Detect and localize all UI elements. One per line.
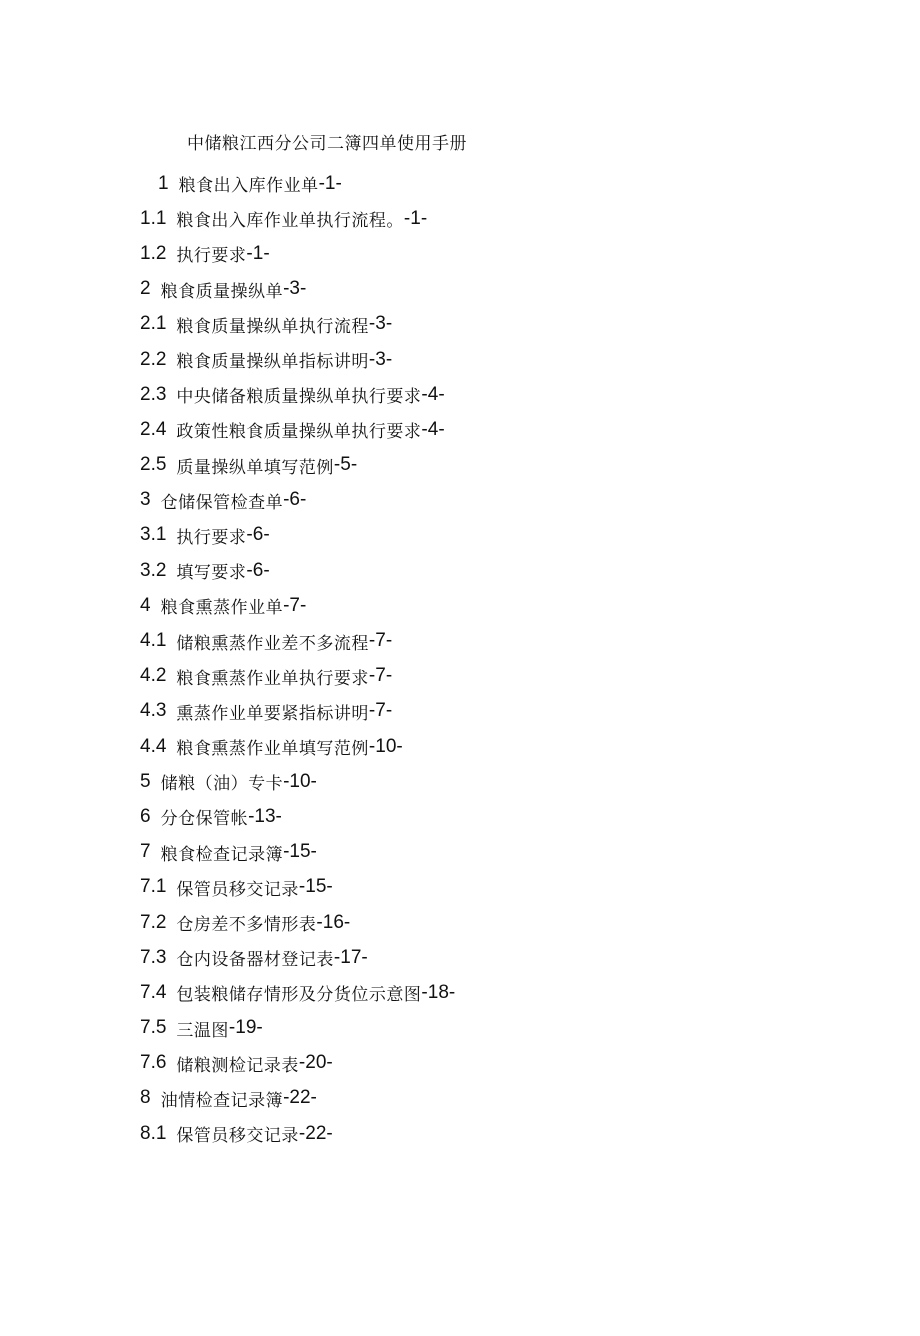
toc-entry-number: 6 [140, 805, 151, 827]
toc-entry-page: -4- [421, 418, 445, 440]
toc-entry [140, 623, 455, 658]
toc-entry-title: 仓储保管检查单 [160, 492, 284, 513]
toc-entry-page: -6- [246, 559, 270, 581]
toc-entry [140, 1116, 455, 1151]
toc-entry [140, 1011, 455, 1046]
toc-entry-page: -7- [368, 700, 393, 722]
toc-entry-page: -4- [421, 383, 445, 405]
toc-entry-page: -10- [368, 735, 403, 757]
toc-entry-title: 三温图 [176, 1020, 229, 1041]
toc-entry-number: 4.3 [140, 700, 167, 722]
document-title: 中储粮江西分公司二簿四单使用手册 [187, 134, 467, 154]
toc-entry-number: 1.2 [140, 242, 167, 264]
toc-entry-number: 2.3 [140, 383, 167, 405]
toc-entry-title: 粮食质量操纵单执行流程 [176, 316, 369, 337]
toc-entry-number: 4.4 [140, 735, 167, 757]
toc-entry-number: 2.2 [140, 348, 167, 370]
toc-entry [140, 448, 455, 483]
toc-entry-title: 质量操纵单填写范例 [176, 457, 334, 478]
toc-entry-number: 2.1 [140, 313, 167, 335]
toc-entry-page: -19- [228, 1017, 263, 1039]
toc-entry-title: 分仓保管帐 [160, 809, 249, 830]
toc-entry-page: -1- [246, 242, 270, 264]
toc-entry-number: 3.1 [140, 524, 167, 546]
toc-entry-number: 2 [140, 278, 151, 300]
toc-entry [140, 201, 455, 236]
toc-entry [140, 272, 455, 307]
toc-entry-title: 粮食熏蒸作业单 [160, 598, 284, 619]
toc-entry-page: -18- [421, 981, 456, 1003]
toc-entry [140, 694, 455, 729]
toc-entry-title: 粮食检查记录簿 [160, 844, 284, 865]
toc-entry-number: 8 [140, 1087, 151, 1109]
toc-entry-number: 7.6 [140, 1052, 167, 1074]
toc-entry-page: -20- [298, 1052, 333, 1074]
toc-entry-number: 1 [158, 172, 169, 194]
toc-entry-number: 1.1 [140, 207, 167, 229]
toc-entry-title: 执行要求 [176, 246, 247, 267]
toc-entry-number: 7.5 [140, 1017, 167, 1039]
toc-entry-number: 4.2 [140, 665, 167, 687]
toc-entry-page: -3- [368, 348, 393, 370]
toc-entry [140, 729, 455, 764]
toc-entry [140, 166, 455, 201]
toc-entry-title: 仓内设备器材登记表 [176, 950, 334, 971]
toc-entry-page: -22- [298, 1122, 333, 1144]
toc-entry-page: -22- [283, 1087, 317, 1109]
toc-entry-page: -15- [283, 841, 317, 863]
toc-entry-title: 保管员移交记录 [176, 879, 299, 900]
toc-entry-title: 粮食质量操纵单指标讲明 [176, 352, 369, 373]
toc-entry-page: -17- [333, 946, 368, 968]
toc-entry-title: 油情检查记录簿 [160, 1090, 284, 1111]
toc-entry-number: 7 [140, 841, 151, 863]
toc-entry [140, 764, 455, 799]
toc-entry-page: -13- [248, 805, 282, 827]
toc-entry [140, 483, 455, 518]
toc-entry-page: -7- [368, 630, 393, 652]
toc-entry [140, 412, 455, 447]
toc-entry [140, 905, 455, 940]
toc-entry [140, 377, 455, 412]
toc-entry-title: 政策性粮食质量操纵单执行要求 [176, 422, 422, 443]
toc-entry-number: 3 [140, 489, 151, 511]
toc-entry-page: -6- [283, 489, 307, 511]
toc-entry [140, 553, 455, 588]
toc-entry [140, 236, 455, 271]
toc-entry [140, 588, 455, 623]
toc-entry-title: 粮食出入库作业单执行流程。 [176, 211, 404, 232]
toc-entry-number: 5 [140, 770, 151, 792]
toc-entry-page: -1- [403, 207, 428, 229]
toc-entry-number: 2.5 [140, 454, 167, 476]
toc-entry-number: 2.4 [140, 418, 167, 440]
toc-entry [140, 342, 455, 377]
toc-entry-page: -7- [283, 594, 307, 616]
toc-entry-title: 粮食熏蒸作业单执行要求 [176, 668, 369, 689]
toc-entry [140, 870, 455, 905]
toc-entry-page: -5- [333, 454, 358, 476]
toc-entry [140, 518, 455, 553]
toc-entry-title: 粮食熏蒸作业单填写范例 [176, 739, 369, 760]
toc-entry-number: 4 [140, 594, 151, 616]
toc-entry-page: -7- [368, 665, 393, 687]
toc-entry-page: -15- [298, 876, 333, 898]
toc-entry-number: 8.1 [140, 1122, 167, 1144]
toc-entry [140, 1081, 455, 1116]
toc-entry-title: 仓房差不多情形表 [176, 915, 317, 936]
toc-entry [140, 659, 455, 694]
toc-entry-number: 7.2 [140, 911, 167, 933]
toc-entry-page: -1- [318, 172, 342, 194]
toc-entry [140, 799, 455, 834]
toc-entry-title: 粮食质量操纵单 [160, 281, 284, 302]
toc-entry [140, 307, 455, 342]
toc-entry-title: 储粮（油）专卡 [160, 774, 284, 795]
toc-entry [140, 940, 455, 975]
toc-entry-title: 执行要求 [176, 527, 247, 548]
toc-entry-title: 储粮熏蒸作业差不多流程 [176, 633, 369, 654]
toc-entry-number: 7.1 [140, 876, 167, 898]
toc-entry-title: 填写要求 [176, 563, 247, 584]
toc-entry-title: 中央储备粮质量操纵单执行要求 [176, 387, 422, 408]
toc-entry-title: 储粮测检记录表 [176, 1055, 299, 1076]
toc-entry-page: -10- [283, 770, 317, 792]
toc-entry-page: -3- [368, 313, 393, 335]
toc-entry [140, 975, 455, 1010]
toc-entry-page: -16- [316, 911, 351, 933]
toc-entry [140, 1046, 455, 1081]
toc-entry-title: 熏蒸作业单要紧指标讲明 [176, 703, 369, 724]
toc-entry-number: 3.2 [140, 559, 167, 581]
toc-entry-number: 7.4 [140, 981, 167, 1003]
toc-entry-number: 4.1 [140, 630, 167, 652]
toc-entry-title: 包装粮储存情形及分货位示意图 [176, 985, 422, 1006]
toc-entry-title: 保管员移交记录 [176, 1126, 299, 1147]
toc-entry-page: -6- [246, 524, 270, 546]
toc-entry [140, 835, 455, 870]
toc-entry-page: -3- [283, 278, 307, 300]
toc-entry-title: 粮食出入库作业单 [178, 176, 319, 197]
toc-entry-number: 7.3 [140, 946, 167, 968]
table-of-contents [140, 166, 455, 1151]
